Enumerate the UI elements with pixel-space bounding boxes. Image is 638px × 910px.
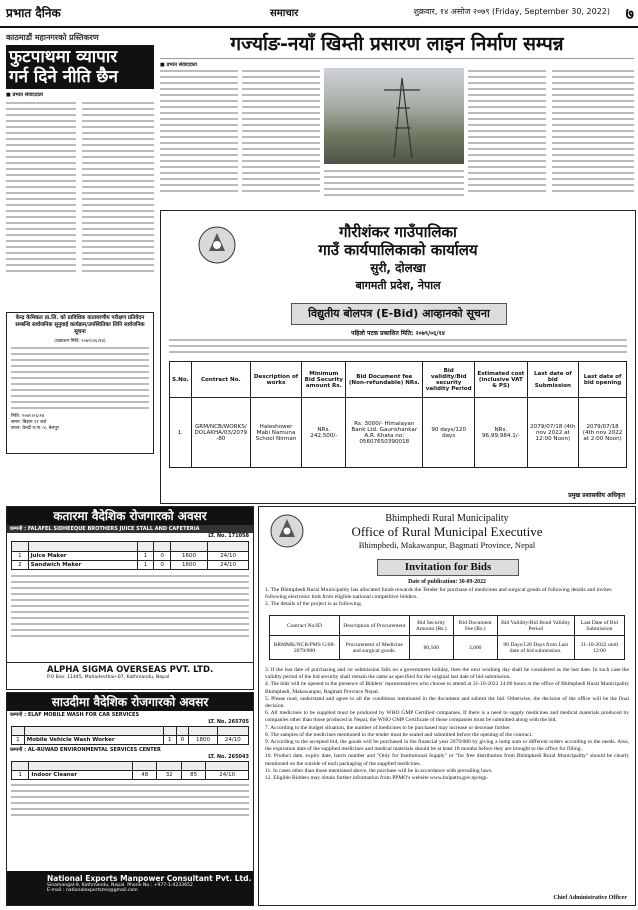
bhimphedi-items bbox=[265, 667, 629, 782]
job1-row bbox=[12, 552, 249, 561]
gaurishankar-ebid-notice bbox=[160, 210, 636, 504]
bhimphedi-header-row bbox=[270, 616, 625, 636]
bhimphedi-item: 12. Eligible Bidders may obtain further information from PPMO's website www.bolpatra.gov.np/egp. bbox=[265, 775, 488, 782]
job1-td: 2 bbox=[12, 561, 29, 570]
saudi-job-ad bbox=[6, 692, 254, 906]
main-col1 bbox=[160, 70, 238, 202]
gaurishankar-org-block bbox=[161, 223, 635, 295]
job2-td: 32 bbox=[157, 771, 181, 780]
job2-agency-name: National Exports Manpower Consultant Pvt. Ltd. bbox=[47, 874, 252, 883]
ebid-td: GRM/NCB/WORKS/DOLAKHA/03/2079-80 bbox=[191, 398, 250, 468]
notice-body bbox=[7, 344, 153, 414]
job1-body bbox=[7, 572, 253, 644]
bhimphedi-item: 10. Product date, expiry date, batch number and "Only for Institutional Supply" or "for free distribution from Bhimphedi Rural Municipality" should be clearly mentioned on the outside of each packaging of the supplied medicines. bbox=[265, 753, 629, 767]
job1-td: 24/10 bbox=[208, 552, 249, 561]
ebid-table-row bbox=[170, 398, 627, 468]
notice-footer bbox=[7, 414, 153, 432]
photo-caption bbox=[324, 170, 464, 202]
main-col2 bbox=[242, 70, 320, 202]
section-name: समाचार bbox=[270, 8, 299, 19]
job1-td: 1600 bbox=[170, 561, 207, 570]
ebid-signature: प्रमुख प्रशासकीय अधिकृत bbox=[568, 492, 625, 499]
job2-td: Indoor Cleaner bbox=[29, 771, 133, 780]
job2-td: 1 bbox=[12, 771, 29, 780]
bhimphedi-table bbox=[269, 615, 625, 660]
ebid-th: Estimated cost (inclusive VAT & PS) bbox=[475, 362, 527, 398]
bhimphedi-org2: Office of Rural Municipal Executive bbox=[351, 524, 543, 539]
page-number: ७ bbox=[625, 4, 634, 23]
transmission-tower-photo bbox=[324, 68, 464, 164]
job2-td: 1 bbox=[12, 736, 25, 745]
bhimphedi-item: 9. According to the accepted bid, the goods will be purchased in the financial year 2079/080 by giving a lump sum or different orders according to the needs. Also, the expiration date of the supplied medicines and medical materials should be at least 18 months before they are brought to the office for filling. bbox=[265, 739, 629, 753]
main-headline: गर्ज्याङ-नयाँ खिम्ती प्रसारण लाइन निर्माण सम्पन्न bbox=[230, 33, 564, 55]
job1-td: 1 bbox=[12, 552, 29, 561]
ebid-th: S.No. bbox=[170, 362, 192, 398]
ebid-th: Last date of bid Submission bbox=[527, 362, 579, 398]
page-header bbox=[0, 0, 638, 28]
bhimphedi-th: Contract No/ID bbox=[270, 616, 340, 636]
job2-header-row bbox=[12, 762, 249, 771]
bhimphedi-signature: Chief Administrative Officer bbox=[553, 895, 627, 901]
job1-header-row bbox=[12, 542, 249, 552]
job2-table2 bbox=[11, 761, 249, 780]
bhimphedi-td: 31-10-2022 until 12:00 bbox=[574, 636, 624, 660]
ebid-td: NRs. 96,99,984.1/- bbox=[475, 398, 527, 468]
left-story-col1 bbox=[6, 102, 76, 282]
job1-agency bbox=[7, 662, 253, 689]
notice-footer-place: स्थान: केन्द्री न.पा.-४, बेलपुर bbox=[11, 426, 59, 431]
headline-line-1: फुटपाथमा व्यापार bbox=[9, 47, 118, 67]
ebid-th: Bid validity/Bid security validity Period bbox=[423, 362, 475, 398]
org-place-2: बागमती प्रदेश, नेपाल bbox=[355, 279, 441, 292]
ebid-th: Description of works bbox=[250, 362, 301, 398]
ebid-td: 1. bbox=[170, 398, 192, 468]
job2-body bbox=[7, 781, 253, 821]
bhimphedi-org1: Bhimphedi Rural Municipality bbox=[385, 513, 509, 524]
job2-td: 0 bbox=[176, 736, 189, 745]
bhimphedi-intro bbox=[265, 587, 629, 608]
bhimphedi-item: 3. If the last date of purchasing and /or submission falls on a government holiday, then the next working day shall be considered as the last date. In such case the validity period of the bid security shall remain the same as specified for the original last date of bid submission. bbox=[265, 667, 629, 681]
bhimphedi-td: Procurement of Medicine and surgical goods. bbox=[339, 636, 409, 660]
job2-row bbox=[12, 736, 249, 745]
job1-td: 1 bbox=[137, 552, 154, 561]
ebid-intro bbox=[169, 339, 627, 357]
bhimphedi-place: Bhimphedi, Makawanpur, Bagmati Province, Nepal bbox=[358, 540, 536, 550]
org-name-2: गाउँ कार्यपालिकाको कार्यालय bbox=[318, 241, 478, 259]
ebid-td: NRs. 242,500/- bbox=[302, 398, 346, 468]
job2-td: 48 bbox=[132, 771, 156, 780]
job2-company2: कम्पनी : AL-RUWAD ENVIRONMENTAL SERVICES CENTER bbox=[10, 747, 161, 753]
main-col3 bbox=[468, 70, 546, 202]
ebid-th: Contract No. bbox=[191, 362, 250, 398]
ebid-td: 2079/07/18 (4th nov 2022 at 12:00 Noon) bbox=[527, 398, 579, 468]
org-name-1: गौरीशंकर गाउँपालिका bbox=[339, 223, 457, 241]
job2-agency-email: E-mail : nationalexportsmn@gmail.com bbox=[47, 888, 138, 893]
bhimphedi-item: 11. In cases other than those mentioned above, the purchase will be in accordance with prevailing laws. bbox=[265, 767, 493, 774]
job2-agency bbox=[7, 871, 253, 905]
bhimphedi-p1: 1. The Bhimphedi Rural Municipality has allocated funds towards the Tender for purchase of medicines and surgical goods of following details and invites following electronic bids from eligible national competitive bidders. bbox=[265, 587, 612, 600]
bhimphedi-p2: 2. The details of the project is as following. bbox=[265, 601, 363, 607]
notice-title: केन्द्र केमिकल प्रा.लि. को प्राविधिक वातावरणीय परीक्षण प्रतिवेदन सम्बन्धि सार्वजनिक सुनुवाई कार्यक्रम/उपस्थितिका लिनि सार्वजनिक सूचना bbox=[15, 315, 145, 335]
bhimphedi-td: 90 Days/120 Days from Last date of bid submission. bbox=[497, 636, 574, 660]
job2-lt2: LT. No. 265043 bbox=[208, 754, 249, 760]
job2-row bbox=[12, 771, 249, 780]
notice-footer-date: मिति: २०७९।०६।१४ bbox=[11, 414, 45, 419]
paper-name: प्रभात दैनिक bbox=[6, 6, 61, 20]
bhimphedi-td: 80,500 bbox=[409, 636, 453, 660]
tower-icon bbox=[324, 68, 464, 164]
job1-agency-addr: P.O Box: 11445, Mahadevthan-07, Kathmandu, Nepal bbox=[47, 675, 170, 680]
bhimphedi-item: 6. All medicines to be supplied must be produced by WHO GMP Certified companies. If there is a need to supply medicines and medical materials produced by companies other than those produced in Nepal, the WHO GMP Certificate of those companies must be submitted along with the bid. bbox=[265, 710, 629, 724]
main-col4 bbox=[552, 70, 634, 202]
bhimphedi-item: 8. The samples of the medicines mentioned in the tender must be sealed and submitted before the opening of the contract. bbox=[265, 731, 533, 738]
job1-company: कम्पनी : FALAFEL SIDHEEQUE BROTHERS JUICE STALL AND CAFETERIA bbox=[7, 525, 253, 533]
job1-table bbox=[11, 541, 249, 570]
main-story-headline-box bbox=[160, 30, 634, 59]
notice-footer-time: समय: बिहान ११ बजे bbox=[11, 420, 47, 425]
qatar-job-ad bbox=[6, 506, 254, 690]
job2-td: 24/10 bbox=[217, 736, 248, 745]
bhimphedi-org-block bbox=[259, 513, 635, 550]
job2-table1 bbox=[11, 726, 249, 745]
bhimphedi-td: BRMMK/NCB/PMS G/08-2079/080 bbox=[270, 636, 340, 660]
job1-td: 1600 bbox=[170, 552, 207, 561]
job2-agency-addr: Sinamangal-9, Kathmandu, Nepal. Phone No.: +977-1-4233652 bbox=[47, 883, 193, 888]
bhimphedi-pubdate: Date of publication: 30-09-2022 bbox=[408, 579, 486, 585]
bhimphedi-th: Bid Security Amount (Rs.) bbox=[409, 616, 453, 636]
ebid-th: Last date of bid opening bbox=[579, 362, 627, 398]
ebid-td: Rs. 3000/- Himalayan Bank Ltd. Gaurishankar A.R. Khata no: 05607650390018 bbox=[346, 398, 423, 468]
bhimphedi-item: 5. Please read, understand and agree to all the conditions mentioned in the document and submit the bid. Otherwise, the decision of the office will be the final decision. bbox=[265, 695, 629, 710]
notice-date: (प्रकाशन मिति: २०७९।०६।१४) bbox=[54, 339, 106, 344]
main-byline: ■ प्रभात संवाददाता bbox=[160, 62, 197, 68]
job1-agency-name: ALPHA SIGMA OVERSEAS PVT. LTD. bbox=[47, 665, 214, 675]
bhimphedi-banner: Invitation for Bids bbox=[377, 559, 519, 576]
job2-title: साउदीमा वैदेशिक रोजगारको अवसर bbox=[7, 693, 253, 711]
org-place-1: सुरी, दोलखा bbox=[370, 261, 426, 275]
ebid-th: Bid Document fee (Non-refundable) NRs. bbox=[346, 362, 423, 398]
job1-td: Juice Maker bbox=[28, 552, 137, 561]
kendra-chemical-notice bbox=[6, 312, 154, 454]
issue-date: शुक्रवार, १४ असोज २०७९ (Friday, September 30, 2022) bbox=[413, 7, 610, 16]
ebid-td: Haleshower Mabi Namuna School Nirman bbox=[250, 398, 301, 468]
story-headline bbox=[6, 45, 154, 89]
bhimphedi-th: Bid Document Fee (Rs.) bbox=[453, 616, 497, 636]
ebid-banner: विद्युतीय बोलपत्र (E-Bid) आव्हानको सूचना bbox=[291, 303, 507, 325]
job1-title: कतारमा वैदेशिक रोजगारको अवसर bbox=[7, 507, 253, 525]
headline-line-2: गर्न दिने नीति छैन bbox=[9, 67, 118, 87]
job2-company1: कम्पनी : ELAF MOBILE WASH FOR CAR SERVICES bbox=[10, 712, 140, 718]
bhimphedi-row bbox=[270, 636, 625, 660]
job2-td: Mobile Vehicle Wash Worker bbox=[24, 736, 163, 745]
bhimphedi-td: 3,000 bbox=[453, 636, 497, 660]
job2-lt1: LT. No. 265705 bbox=[208, 719, 249, 725]
bhimphedi-item: 4. The bids will be opened in the presence of Bidders' representatives who choose to attend at 31-10-2022 14:00 hours at the office of Bhimphedi Rural Municipality Bhimphedi, Makawanpur, Bagmati Province Nepal. bbox=[265, 681, 629, 695]
job2-td: 1 bbox=[163, 736, 176, 745]
job1-td: 24/10 bbox=[208, 561, 249, 570]
ebid-pubdate: पहिलो पटक प्रकाशित मिति: २०७९/०६/१४ bbox=[351, 330, 445, 337]
job1-td: Sandwich Maker bbox=[28, 561, 137, 570]
bhimphedi-th: Last Date of Bid Submission bbox=[574, 616, 624, 636]
bhimphedi-item: 7. According to the budget situation, the number of medicines to be purchased may increase or decrease further. bbox=[265, 724, 511, 731]
left-story-col2 bbox=[82, 102, 154, 282]
job1-row bbox=[12, 561, 249, 570]
job2-header-row bbox=[12, 727, 249, 736]
bhimphedi-th: Description of Procurement bbox=[339, 616, 409, 636]
ebid-td: 90 days/120 days bbox=[423, 398, 475, 468]
job2-td: 24/10 bbox=[206, 771, 249, 780]
ebid-table-header bbox=[170, 362, 627, 398]
job1-td: 0 bbox=[154, 552, 171, 561]
ebid-td: 2079/07/18 (4th nov 2022 at 2:00 Noon) bbox=[579, 398, 627, 468]
story-byline: ■ प्रभात संवाददाता bbox=[6, 92, 43, 98]
bhimphedi-th: Bid Validity/Bid Bond Validity Period bbox=[497, 616, 574, 636]
ebid-table bbox=[169, 361, 627, 468]
ebid-th: Minimum Bid Security amount Rs. bbox=[302, 362, 346, 398]
job1-td: 0 bbox=[154, 561, 171, 570]
job1-lt: LT. No. 171058 bbox=[208, 533, 249, 539]
job2-td: 1800 bbox=[189, 736, 217, 745]
left-story bbox=[6, 32, 154, 98]
job1-td: 1 bbox=[137, 561, 154, 570]
bhimphedi-invitation bbox=[258, 506, 636, 906]
job2-td: 85 bbox=[181, 771, 205, 780]
story-kicker: काठमाडौं महानगरको प्रस्तिकरण bbox=[6, 33, 99, 42]
